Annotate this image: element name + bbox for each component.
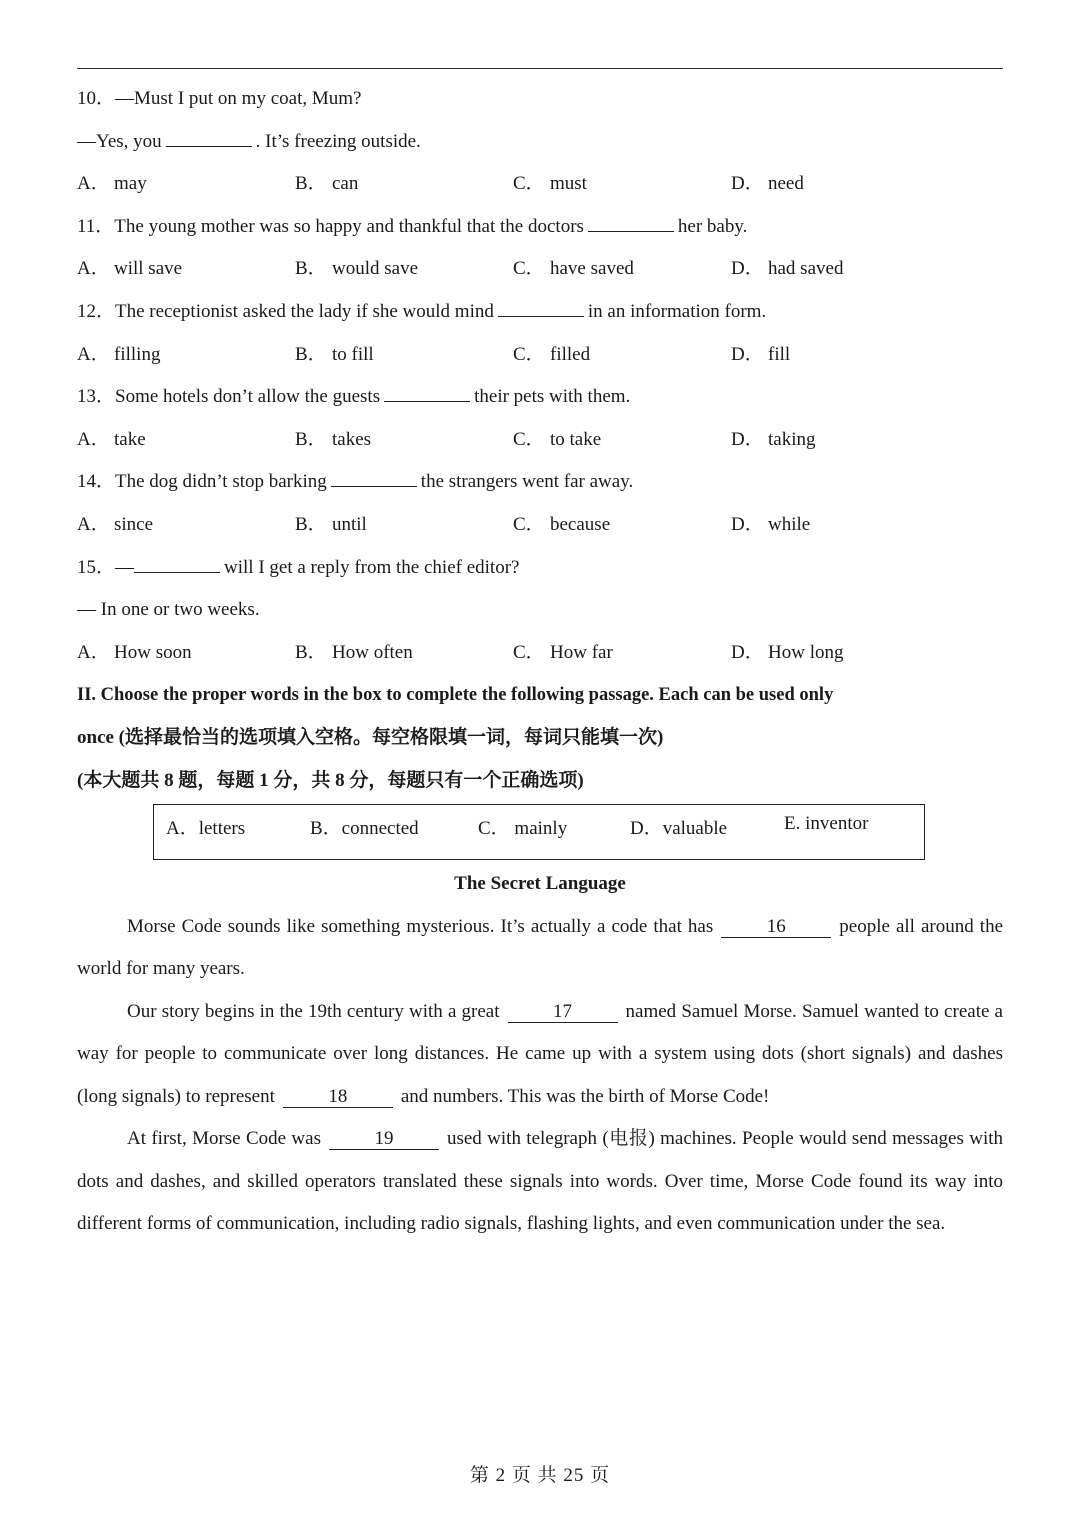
option-a: A． filling <box>77 343 161 365</box>
option-a: A． will save <box>77 258 183 280</box>
option-a: A． may <box>77 173 147 195</box>
question-15-options <box>77 638 1003 681</box>
option-a: A． take <box>77 428 146 450</box>
question-11-options <box>77 254 1003 297</box>
option-b: B． until <box>295 513 367 535</box>
option-b: B． would save <box>295 258 419 280</box>
answer-blank <box>166 128 252 147</box>
question-15-stem: 15．— will I get a reply from the chief editor? <box>77 553 1003 596</box>
answer-blank <box>384 383 470 402</box>
question-13-options <box>77 425 1003 468</box>
question-12-options <box>77 340 1003 383</box>
answer-blank <box>331 468 417 487</box>
option-c: C． must <box>513 173 587 195</box>
answer-blank <box>498 298 584 317</box>
option-b: B． to fill <box>295 343 374 365</box>
gap-16: 16 <box>721 917 831 938</box>
question-14-stem: 14．The dog didn’t stop barking the strangers went far away. <box>77 467 1003 510</box>
option-d: D． need <box>731 173 804 195</box>
option-c: C． filled <box>513 343 591 365</box>
word-box <box>153 804 925 860</box>
word-box-item: C． mainly <box>478 817 568 839</box>
option-d: D． How long <box>731 641 844 663</box>
word-box-item: A．letters <box>166 817 246 839</box>
word-box-item: E. inventor <box>784 812 869 834</box>
word-box-item: D．valuable <box>630 817 728 839</box>
page-content <box>77 84 1003 1246</box>
passage-paragraph-1: Morse Code sounds like something mysterious. It’s actually a code that has 16 people all around the world for many years. <box>77 915 1004 979</box>
question-12-stem: 12．The receptionist asked the lady if she would mind in an information form. <box>77 297 1003 340</box>
option-b: B． can <box>295 173 359 195</box>
header-rule <box>77 68 1003 69</box>
question-10-line2: —Yes, you . It’s freezing outside. <box>77 127 1003 170</box>
question-13-stem: 13．Some hotels don’t allow the guests their pets with them. <box>77 382 1003 425</box>
option-b: B． How often <box>295 641 413 663</box>
gap-19: 19 <box>329 1129 439 1150</box>
option-a: A． since <box>77 513 154 535</box>
section-2-heading-line2: once (选择最恰当的选项填入空格。每空格限填一词，每词只能填一次) <box>77 726 664 748</box>
gap-17: 17 <box>508 1002 618 1023</box>
question-15-answer-line: — In one or two weeks. <box>77 599 260 621</box>
section-2-heading-line3: (本大题共 8 题，每题 1 分，共 8 分，每题只有一个正确选项) <box>77 769 584 791</box>
question-10-options <box>77 169 1003 212</box>
passage-paragraph-3: At first, Morse Code was 19 used with telegraph (电报) machines. People would send messages with dots and dashes, and skilled operators translated these signals into words. Over time, Morse Code found its way into different forms of communication, including radio signals, flashing lights, and even communication under the sea. <box>77 1128 1004 1234</box>
passage-title: The Secret Language <box>454 872 626 894</box>
question-10-stem: 10．—Must I put on my coat, Mum? <box>77 88 362 109</box>
section-2-heading-line1: II. Choose the proper words in the box to complete the following passage. Each can be used only <box>77 685 834 706</box>
question-14-options <box>77 510 1003 553</box>
option-d: D． fill <box>731 343 791 365</box>
option-d: D． had saved <box>731 258 844 280</box>
option-c: C． have saved <box>513 258 634 280</box>
question-11-stem: 11．The young mother was so happy and thankful that the doctors her baby. <box>77 212 1003 255</box>
option-c: C． to take <box>513 428 602 450</box>
option-d: D． while <box>731 513 811 535</box>
answer-blank <box>134 554 220 573</box>
answer-blank <box>588 213 674 232</box>
option-b: B． takes <box>295 428 372 450</box>
option-c: C． How far <box>513 641 613 663</box>
passage-paragraph-2: Our story begins in the 19th century with a great 17 named Samuel Morse. Samuel wanted to create a way for people to communicate over long distances. He came up with a system using dots (short signals) and dashes (long signals) to represent 18 and numbers. This was the birth of Morse Code! <box>77 1000 1003 1107</box>
page-footer: 第 2 页 共 25 页 <box>469 1465 611 1486</box>
option-a: A． How soon <box>77 641 192 663</box>
gap-18: 18 <box>283 1087 393 1108</box>
option-d: D． taking <box>731 428 816 450</box>
option-c: C． because <box>513 513 611 535</box>
word-box-item: B．connected <box>310 817 419 839</box>
